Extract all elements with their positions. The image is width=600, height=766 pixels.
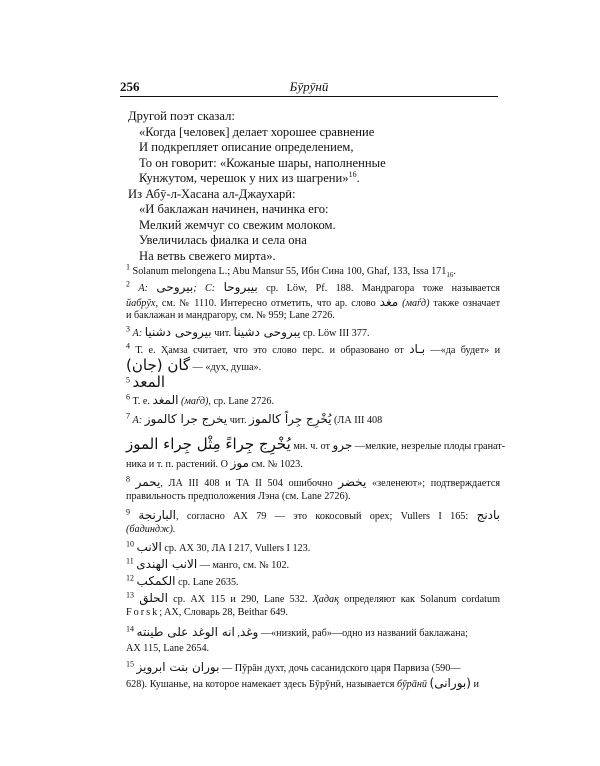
footnote-3: $^3$ A: بیروحی دشنیا чит. یبروحی دشینا ср. Löw III 377. bbox=[126, 324, 370, 339]
page-header bbox=[120, 78, 498, 97]
verse-intro: Из Абӯ-л-Хасана ал-Джаухарӣ: bbox=[128, 186, 296, 201]
verse-line: Увеличилась фиалка и села она bbox=[139, 233, 307, 247]
footnote-2-cont: йабрӯх, см. № 1110. Интересно отметить, что ар. слово مغد (маѓд) также означает bbox=[126, 295, 501, 309]
footnote-9: $^9$ البارنجة, согласно AX 79 — это кокосовый орех; Vullers I 165: بادنج bbox=[126, 507, 501, 522]
footnote-14-cont: AX 115, Lane 2654. bbox=[126, 643, 210, 654]
verse-line: «Когда [человек] делает хорошее сравнение bbox=[139, 124, 375, 139]
verse-line: На ветвь свежего мирта». bbox=[139, 248, 276, 263]
footnote-11: $^{11}$ الانب الهندی — манго, см. № 102. bbox=[126, 556, 290, 571]
footnote-14: $^{14}$ وغد, انه الوغد علی طینته —«низкий, раб»—одно из названий баклажана; bbox=[126, 624, 468, 639]
footnote-8-cont: правильность предположения Лэна (см. Lane 2726). bbox=[126, 491, 351, 502]
verse-line: Кунжутом, черешок у них из шагрени»$^{16}$. bbox=[139, 169, 360, 185]
footnote-2-cont: и баклажан и мандрагору, см. № 959; Lane 2726. bbox=[126, 310, 335, 321]
footnote-1: $^1$ Solanum melongena L.; Abu Mansur 55, Ибн Сина 100, Ghaf, 133, Issa $171_{16}$. bbox=[126, 262, 456, 280]
page-number: 256 bbox=[120, 79, 140, 94]
verse-line: «И баклажан начинен, начинка его: bbox=[139, 202, 329, 216]
footnote-8: $^8$ یحمر, ЛА III 408 и ТА II 504 ошибочно یخضر «зеленеют»; подтверждается bbox=[126, 474, 501, 489]
footnote-15-cont: 628). Кушанье, на которое намекает здесь Бӯрӯнӣ, называется бӯрāнӣ (بورانی) и bbox=[126, 676, 479, 690]
verse-line: Мелкий жемчуг со свежим молоком. bbox=[139, 217, 336, 232]
verse-line: И подкрепляет описание определением, bbox=[139, 140, 354, 154]
footnote-13-cont: Forsk; AX, Словарь 28, Beithar 649. bbox=[126, 607, 288, 618]
footnote-7-cont: ника и т. п. растений. О موز см. № 1023. bbox=[126, 456, 303, 470]
footnote-4: $^4$ Т. е. Ҳамза считает, что это слово перс. и образовано от بـاد —«да будет» и bbox=[126, 341, 501, 356]
footnote-10: $^{10}$ الانب ср. AX 30, ЛА I 217, Vullers I 123. bbox=[126, 539, 311, 554]
footnote-13: $^{13}$ الحلق ср. AX 115 и 290, Lane 532. Ҳадақ определяют как Solanum cordatum bbox=[126, 590, 501, 605]
footnote-2: $^2$ A: بیروحی; C: بیبروحا ср. Löw, Pf. 188. Мандрагора тоже называется bbox=[126, 279, 500, 294]
verse-line: То он говорит: «Кожаные шары, наполненные bbox=[139, 155, 386, 170]
verse-intro: Другой поэт сказал: bbox=[128, 109, 235, 123]
footnote-12: $^{12}$ الکمکب ср. Lane 2635. bbox=[126, 573, 239, 588]
running-title: Бӯрӯнӣ bbox=[289, 79, 329, 94]
footnote-7: $^7$ A: یخرج جرا کالموز чит. يُخْرِج جِراً كالموز (ЛА III 408 bbox=[126, 411, 383, 426]
footnote-6: $^6$ Т. е. المغد (маѓд), ср. Lane 2726. bbox=[126, 392, 275, 407]
footnote-7-cont: يُخْرِج جِراءً مِثْل جِراء الموز мн. ч. от جرو —мелкие, незрелые плоды гранат- bbox=[126, 435, 506, 453]
main-text bbox=[128, 109, 498, 264]
footnote-15: $^{15}$ بوران بنت ابرویز — Пӯрāн духт, дочь сасанидского царя Парвиза (590— bbox=[126, 659, 461, 674]
footnote-9-cont: (бадиндж). bbox=[126, 524, 176, 535]
footnote-5: $^5$ المعد bbox=[126, 373, 166, 391]
footnote-ref[interactable]: 16 bbox=[348, 169, 357, 179]
footnote-4-cont: (جان) گان — «дух, душа». bbox=[126, 356, 262, 374]
